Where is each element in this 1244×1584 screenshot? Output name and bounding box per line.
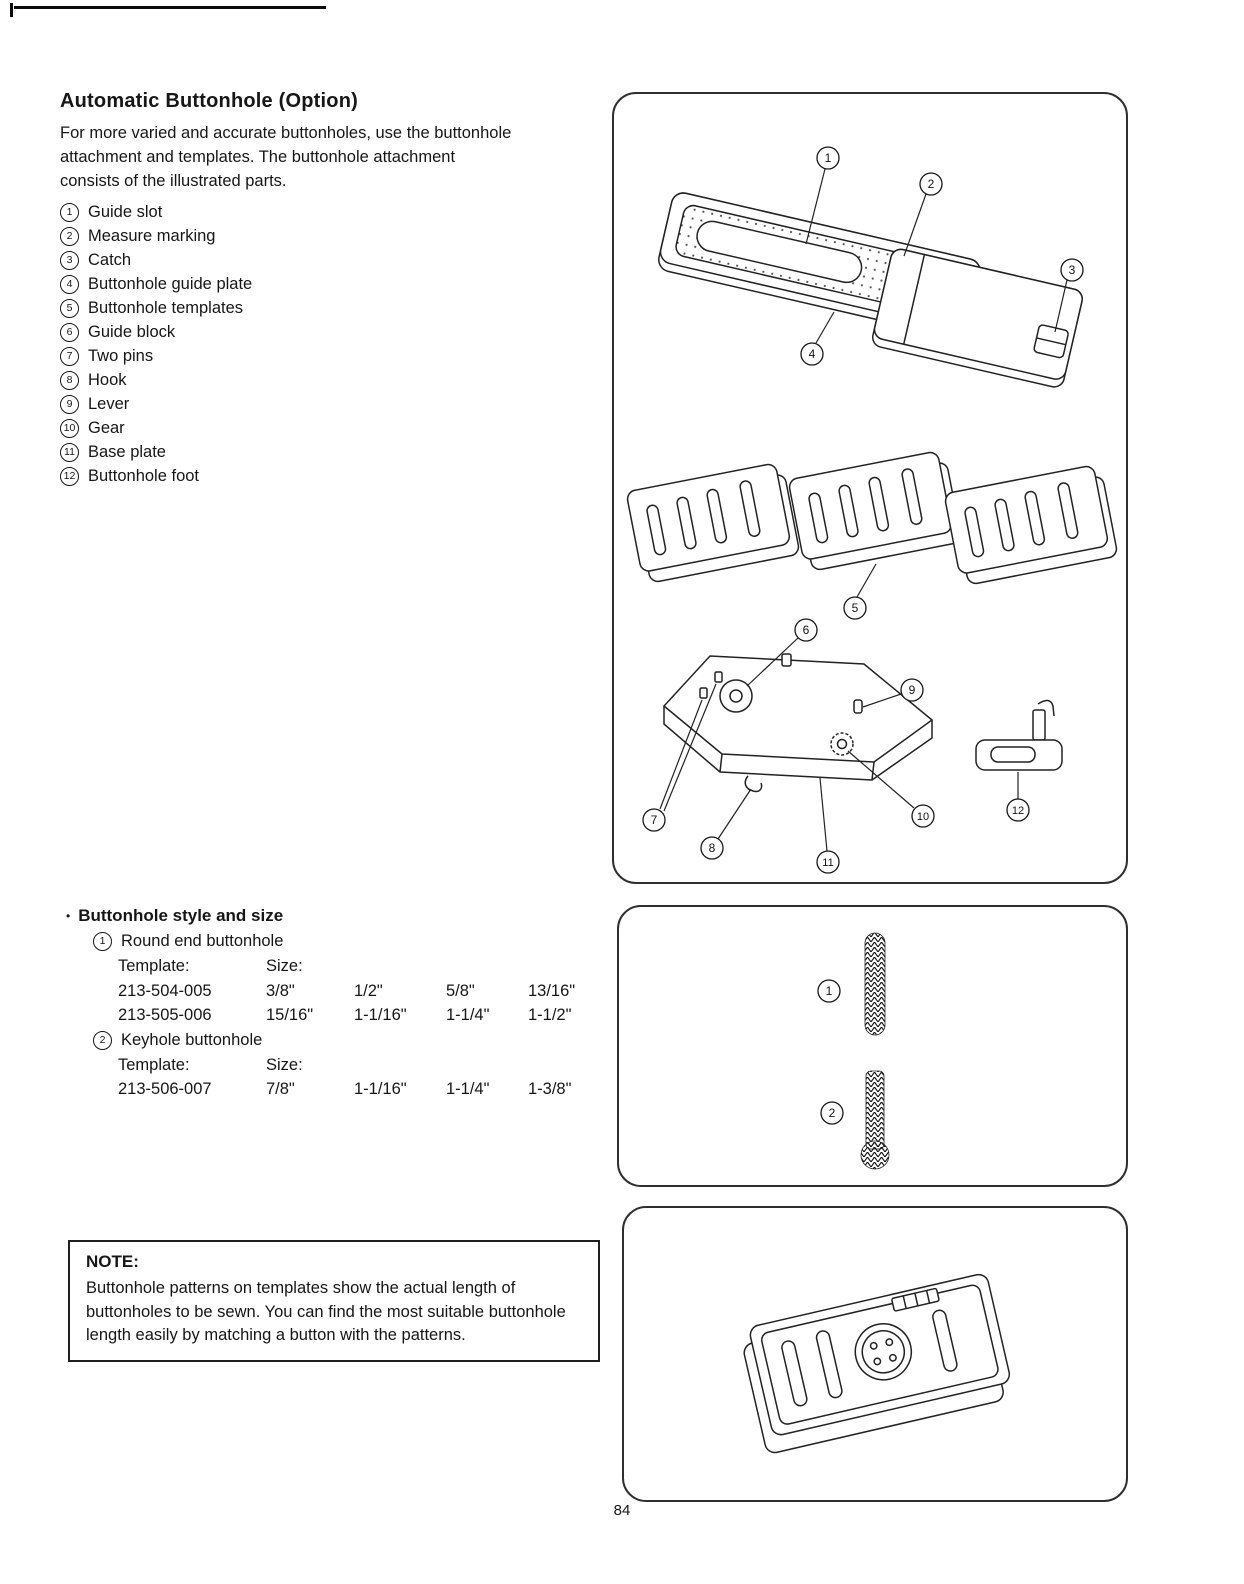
callout-8 [701, 789, 751, 859]
part-label: Gear [88, 418, 125, 437]
part-label: Guide slot [88, 202, 163, 221]
callout-4 [801, 312, 834, 365]
svg-text:9: 9 [908, 683, 916, 697]
part-number-badge: 10 [60, 419, 79, 438]
round-end-heading [93, 929, 611, 954]
parts-list-item [60, 464, 252, 488]
intro-paragraph: For more varied and accurate buttonholes, use the buttonhole attachment and templates. The buttonhole attachment consists of the illustrated parts. [60, 124, 512, 190]
part-label: Guide block [88, 322, 176, 341]
scan-artifact-tick [10, 3, 13, 17]
style-size-heading [66, 903, 611, 929]
keyhole-table [118, 1053, 611, 1102]
buttonhole-foot-drawing [976, 700, 1062, 770]
template-number-cell: 213-504-005 [118, 981, 212, 1000]
template-number-cell: 213-505-006 [118, 1006, 212, 1024]
part-number-badge: 8 [60, 371, 79, 390]
style-size-section [66, 903, 611, 1102]
parts-list-item [60, 296, 252, 320]
page-number: 84 [613, 1502, 631, 1519]
template-header-cell: Template: [118, 1055, 190, 1074]
svg-text:3: 3 [1068, 263, 1076, 277]
part-label: Buttonhole foot [88, 466, 200, 485]
svg-text:8: 8 [708, 841, 716, 855]
callout-10 [848, 751, 934, 827]
stitch-patterns-diagram [619, 907, 1126, 1185]
keyhole-heading [93, 1028, 611, 1053]
size-cell: 13/16" [528, 981, 576, 1000]
part-number-badge: 7 [60, 347, 79, 366]
callout-11 [817, 778, 839, 873]
keyhole-number-badge: 2 [93, 1031, 112, 1050]
template-matching-diagram [624, 1208, 1126, 1500]
size-cell: 7/8" [266, 1080, 295, 1098]
part-number-badge: 1 [60, 203, 79, 222]
part-number-badge: 2 [60, 227, 79, 246]
parts-list-item [60, 344, 252, 368]
part-number-badge: 9 [60, 395, 79, 414]
part-number-badge: 5 [60, 299, 79, 318]
keyhole-buttonhole-stitch [861, 1071, 889, 1169]
stitch-patterns-panel [617, 905, 1128, 1187]
callout-1 [818, 980, 840, 1002]
size-cell: 1-1/4" [446, 1080, 490, 1098]
template-number-cell: 213-506-007 [118, 1080, 212, 1098]
buttonhole-guide-plate-drawing [651, 191, 1086, 389]
part-number-badge: 12 [60, 467, 79, 486]
size-cell: 3/8" [266, 981, 295, 1000]
svg-text:11: 11 [822, 857, 834, 869]
round-end-number-badge: 1 [93, 932, 112, 951]
round-end-table [118, 954, 611, 1028]
part-number-badge: 3 [60, 251, 79, 270]
note-body: Buttonhole patterns on templates show the actual length of buttonholes to be sewn. You can find the most suitable buttonhole length easily by matching a button with the patterns. [86, 1279, 566, 1344]
size-cell: 1-1/4" [446, 1006, 490, 1024]
parts-list-item [60, 392, 252, 416]
keyhole-name: Keyhole buttonhole [121, 1030, 263, 1049]
svg-text:5: 5 [851, 601, 859, 615]
size-header-cell: Size: [266, 1055, 303, 1074]
part-number-badge: 4 [60, 275, 79, 294]
part-label: Catch [88, 250, 132, 269]
size-header-cell: Size: [266, 957, 303, 975]
parts-list-item [60, 368, 252, 392]
svg-text:2: 2 [927, 177, 935, 191]
part-label: Hook [88, 370, 127, 389]
callout-12 [1007, 772, 1029, 821]
part-label: Two pins [88, 346, 154, 365]
svg-text:2: 2 [828, 1106, 836, 1120]
parts-list-item [60, 416, 252, 440]
size-cell: 5/8" [446, 981, 475, 1000]
size-cell: 1-1/16" [354, 1006, 407, 1024]
note-title: NOTE: [86, 1252, 139, 1271]
parts-list-item [60, 320, 252, 344]
buttonhole-templates-drawing [626, 450, 1118, 587]
svg-text:6: 6 [802, 623, 810, 637]
round-end-name: Round end buttonhole [121, 932, 284, 950]
parts-list [60, 200, 252, 488]
callout-2 [904, 173, 942, 256]
callout-2 [821, 1102, 843, 1124]
svg-text:4: 4 [808, 347, 816, 361]
page-title: Automatic Buttonhole (Option) [60, 90, 358, 112]
svg-text:1: 1 [824, 151, 832, 165]
bullet: • [66, 909, 71, 923]
part-label: Buttonhole templates [88, 298, 244, 317]
size-cell: 1/2" [354, 981, 383, 1000]
svg-text:1: 1 [825, 984, 833, 998]
parts-list-item [60, 440, 252, 464]
part-number-badge: 6 [60, 323, 79, 342]
note-box [68, 1240, 600, 1362]
part-number-badge: 11 [60, 443, 79, 462]
size-cell: 15/16" [266, 1006, 314, 1024]
base-plate-drawing [664, 654, 932, 791]
svg-text:7: 7 [650, 813, 658, 827]
size-cell: 1-3/8" [528, 1080, 572, 1098]
svg-text:12: 12 [1011, 805, 1025, 817]
style-size-heading-text: Buttonhole style and size [78, 906, 284, 925]
parts-list-item [60, 224, 252, 248]
svg-text:10: 10 [916, 811, 930, 823]
part-label: Lever [88, 394, 130, 413]
parts-list-item [60, 248, 252, 272]
size-cell: 1-1/16" [354, 1080, 407, 1098]
size-cell: 1-1/2" [528, 1006, 572, 1024]
template-header-cell: Template: [118, 957, 190, 975]
template-matching-panel [622, 1206, 1128, 1502]
part-label: Buttonhole guide plate [88, 274, 253, 293]
part-label: Base plate [88, 442, 166, 461]
scan-artifact-line [14, 6, 326, 9]
parts-list-item [60, 272, 252, 296]
callout-5 [844, 564, 876, 619]
part-label: Measure marking [88, 226, 216, 245]
attachment-parts-diagram [614, 94, 1126, 882]
round-end-buttonhole-stitch [865, 933, 885, 1035]
template-with-button-drawing [739, 1273, 1015, 1455]
parts-list-item [60, 200, 252, 224]
attachment-diagram-panel [612, 92, 1128, 884]
